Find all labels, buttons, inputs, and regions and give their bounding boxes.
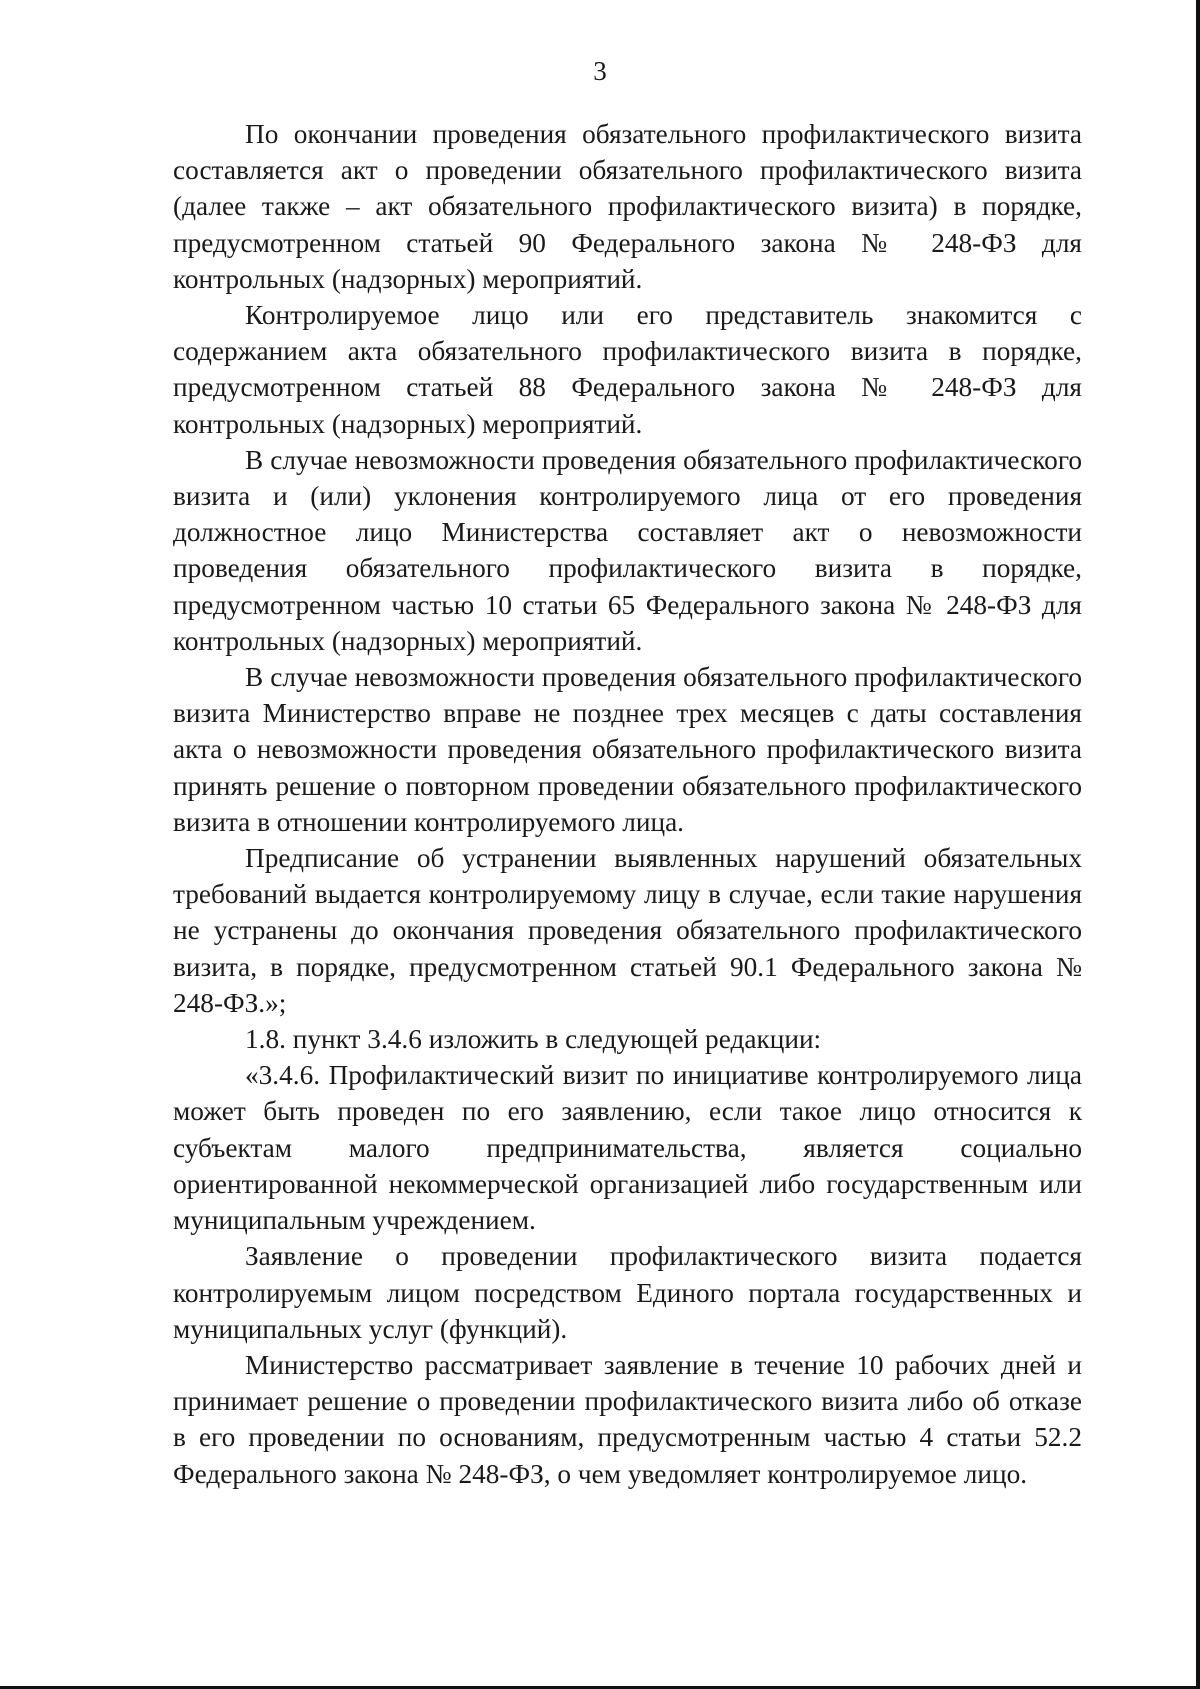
paragraph-application-submission: Заявление о проведении профилактического визита подается контролируемым лицом посредством Единого портала государственных и муниципальных услуг (функций).	[173, 1241, 1082, 1344]
paragraph-amendment-1-8: 1.8. пункт 3.4.6 изложить в следующей редакции:	[245, 1024, 822, 1055]
paragraph-act-familiarization: Контролируемое лицо или его представитель знакомится с содержанием акта обязательного профилактического визита в порядке, предусмотренном статьей 88 Федерального закона № 248-ФЗ для контрольных (надзорных) мероприятий.	[173, 300, 1082, 439]
scan-right-edge	[1196, 0, 1200, 1689]
paragraph-repeat-visit: В случае невозможности проведения обязательного профилактического визита Министерство вправе не позднее трех месяцев с даты составления акта о невозможности проведения обязательного профилактического визита принять решение о повторном проведении обязательного профилактического визита в отношении контролируемого лица.	[173, 662, 1082, 837]
paragraph-order-issuance: Предписание об устранении выявленных нарушений обязательных требований выдается контролируемому лицу в случае, если такие нарушения не устранены до окончания проведения обязательного профилактического визита, в порядке, предусмотренном статьей 90.1 Федерального закона № 248-ФЗ.»;	[173, 843, 1082, 1018]
paragraph-application-review: Министерство рассматривает заявление в течение 10 рабочих дней и принимает решение о проведении профилактического визита либо об отказе в его проведении по основаниям, предусмотренным частью 4 статьи 52.2 Федерального закона № 248-ФЗ, о чем уведомляет контролируемое лицо.	[173, 1349, 1082, 1489]
paragraph-act-drawing: По окончании проведения обязательного профилактического визита составляется акт о проведении обязательного профилактического визита (далее также – акт обязательного профилактического визита) в порядке, предусмотренном статьей 90 Федерального закона № 248-ФЗ для контрольных (надзорных) мероприятий.	[173, 119, 1082, 294]
page-number: 3	[593, 56, 607, 86]
document-body	[173, 116, 1082, 1492]
paragraph-impossibility-act: В случае невозможности проведения обязательного профилактического визита и (или) уклонения контролируемого лица от его проведения должностное лицо Министерства составляет акт о невозможности проведения обязательного профилактического визита в порядке, предусмотренном частью 10 статьи 65 Федерального закона № 248-ФЗ для контрольных (надзорных) мероприятий.	[173, 444, 1082, 656]
paragraph-clause-3-4-6: «3.4.6. Профилактический визит по инициативе контролируемого лица может быть проведен по его заявлению, если такое лицо относится к субъектам малого предпринимательства, является социально ориентированной некоммерческой организацией либо государственным или муниципальным учреждением.	[173, 1060, 1082, 1236]
